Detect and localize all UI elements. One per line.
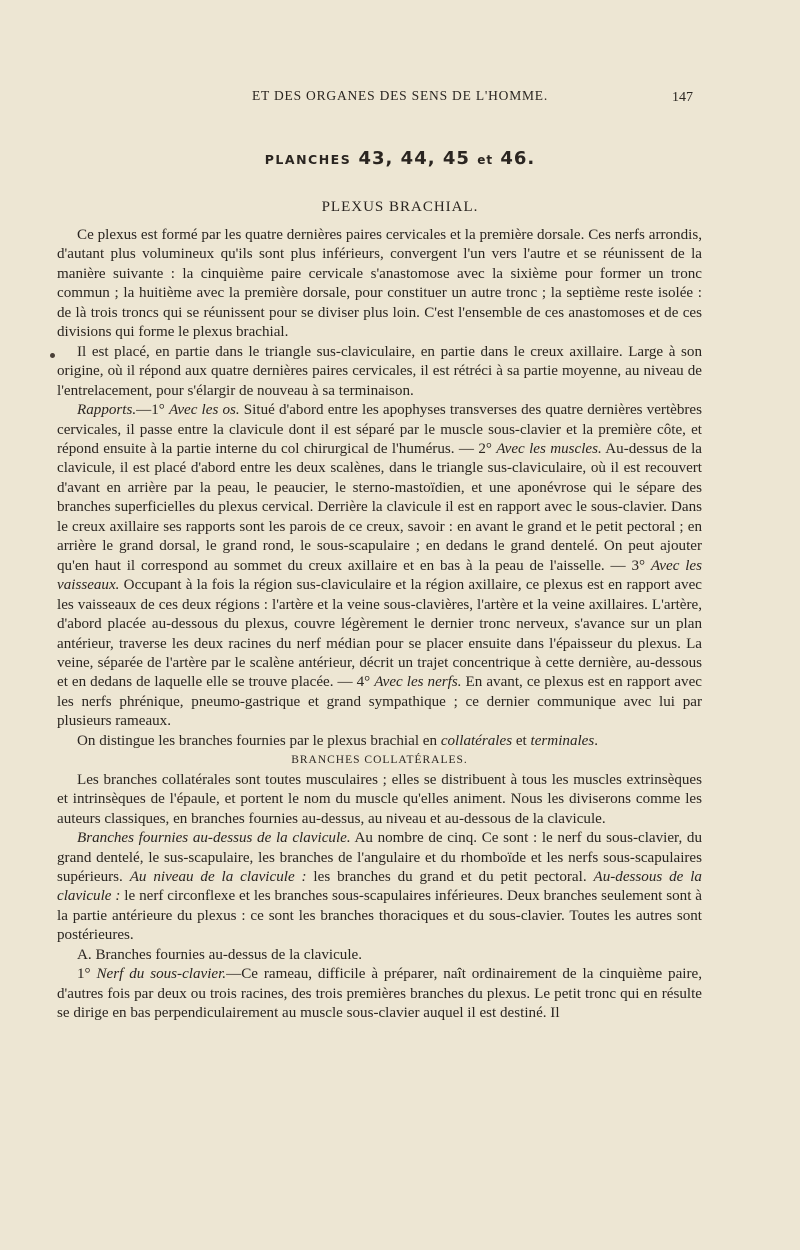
text-run: Au-dessus de la clavicule, il est placé d'abord entre les deux scalènes, dans le triangle sus-claviculaire, où il est recouvert d'avant en arrière par la peau, le peaucier, le sterno-mastoïdien, et une aponévrose qui le sépare des branches superficielles du plexus cervical. Derrière la clavicule il est en rapport avec le sous-clavier. Dans le creux axillaire ses rapports sont les parois de ce creux, savoir : en avant le grand et le petit pectoral ; en arrière le grand dorsal, le grand rond, le sous-scapulaire ; en dedans le grand dentelé. On peut ajouter qu'en haut il correspond au sommet du creux axillaire et en bas à la peau de l'aisselle. — 3° — [57, 440, 702, 574]
text-run: —1° — [136, 402, 169, 419]
italic-term: Avec les nerfs. — [374, 674, 462, 691]
italic-term: Avec les vaisseaux. — [57, 557, 702, 594]
italic-term: Au niveau de la clavicule : — [129, 868, 307, 885]
italic-term: Branches fournies au-dessus de la clavicule. — [77, 830, 351, 847]
text-run: Occupant à la fois la région sus-claviculaire et la région axillaire, ce plexus est en rapport avec les vaisseaux de ces deux régions : l'artère et la veine sous-clavières, l'artère et la veine axillaires. L'artère, d'abord placée au-dessous du plexus, couvre légèrement le dernier tronc nerveux, s'avance sur un plan antérieur, traverse les deux racines du nerf médian pour se placer ensuite dans l'épaisseur du plexus. La veine, séparée de l'artère par le scalène antérieur, décrit un trajet concentrique à cette dernière, au-dessous et en dedans de laquelle elle se trouve placée. — 4° — [57, 577, 702, 691]
text-run: . — [594, 732, 599, 749]
text-run: les branches du grand et du petit pectoral. — [306, 868, 594, 885]
body-text — [57, 226, 702, 1024]
plates-label: PLANCHES — [264, 152, 352, 167]
text-run: En avant, ce plexus est en rapport avec les nerfs phrénique, pneumo-gastrique et grand sympathique ; ce dernier communique avec lui par plusieurs rameaux. — [57, 674, 702, 730]
paragraph: Ce plexus est formé par les quatre dernières paires cervicales et la première dorsale. Ces nerfs arrondis, d'autant plus volumineux qu'ils sont plus inférieurs, convergent l'un vers l'autre et se réunissent de la manière suivante : la cinquième paire cervicale s'anastomose avec la sixième pour former un tronc commun ; la huitième avec la première dorsale, pour constituer un autre tronc ; la septième reste isolée : de là trois troncs qui se réunissent pour se diviser plus loin. C'est l'ensemble de ces anastomoses et de ces divisions qui forme le plexus brachial. — [57, 227, 702, 341]
text-run: le nerf circonflexe et les branches sous-scapulaires inférieures. Deux branches seulement sont à la partie antérieure du plexus : ce sont les branches thoraciques et du sous-clavier. Toutes les autres sont postérieures. — [57, 888, 702, 944]
plate-number: 45 — [442, 148, 470, 169]
text-run: 1° — [77, 966, 97, 983]
running-head: ET DES ORGANES DES SENS DE L'HOMME. — [251, 88, 549, 103]
italic-term: Avec les os. — [168, 402, 240, 419]
paragraph — [57, 732, 702, 751]
plate-number: 43, — [358, 148, 394, 169]
plates-conjunction: et — [477, 153, 494, 167]
text-run: On distingue les branches fournies par le plexus brachial en — [77, 732, 441, 749]
paragraph — [57, 829, 702, 946]
italic-term: Au-dessous de la clavicule : — [57, 868, 702, 905]
page-number: 147 — [672, 90, 693, 105]
italic-term: Rapports. — [77, 402, 137, 419]
plate-number: 44, — [400, 148, 436, 169]
paragraph: A. Branches fournies au-dessus de la clavicule. — [77, 946, 363, 963]
text-run: et — [512, 732, 531, 749]
italic-term: Avec les muscles. — [496, 440, 602, 457]
subsection-heading: BRANCHES COLLATÉRALES. — [291, 754, 468, 767]
italic-term: Nerf du sous-clavier. — [96, 966, 227, 983]
paragraph: Il est placé, en partie dans le triangle sus-claviculaire, en partie dans le creux axillaire. Large à son origine, où il répond aux quatre dernières paires cervicales, il est rétréci à sa partie moyenne, au niveau de l'entrelacement, pour s'élargir de nouveau à sa terminaison. — [57, 343, 702, 399]
section-title: PLEXUS BRACHIAL. — [321, 199, 479, 215]
italic-term: terminales — [530, 732, 595, 749]
paragraph: Les branches collatérales sont toutes musculaires ; elles se distribuent à tous les muscles extrinsèques et intrinsèques de l'épaule, et portent le nom du muscle qu'elles animent. Nous les diviserons comme les auteurs classiques, en branches fournies au-dessus, au niveau et au-dessous de la clavicule. — [57, 771, 702, 827]
paragraph-rapports — [57, 401, 702, 732]
text-run: Situé d'abord entre les apophyses transverses des quatre dernières vertèbres cervicales, il passe entre la clavicule dont il est séparé par le muscle sous-clavier et la première côte, et répond ensuite à la partie interne du col chirurgical de l'humérus. — 2° — [57, 402, 702, 457]
text-run: —Ce rameau, difficile à préparer, naît ordinairement de la cinquième paire, d'autres fois par deux ou trois racines, des trois premières branches du plexus. Le petit tronc qui en résulte se dirige en bas perpendiculairement au muscle sous-clavier auquel il est destiné. Il — [57, 966, 702, 1022]
ink-stain — [50, 353, 55, 358]
italic-term: collatérales — [440, 732, 513, 749]
text-run: Au nombre de cinq. Ce sont : le nerf du sous-clavier, du grand dentelé, le sus-scapulaire, les branches de l'angulaire et du rhomboïde et les nerfs sous-scapulaires supérieurs. — [57, 830, 702, 885]
plate-number: 46. — [500, 148, 536, 169]
paragraph — [57, 965, 702, 1023]
plates-heading — [0, 148, 800, 169]
